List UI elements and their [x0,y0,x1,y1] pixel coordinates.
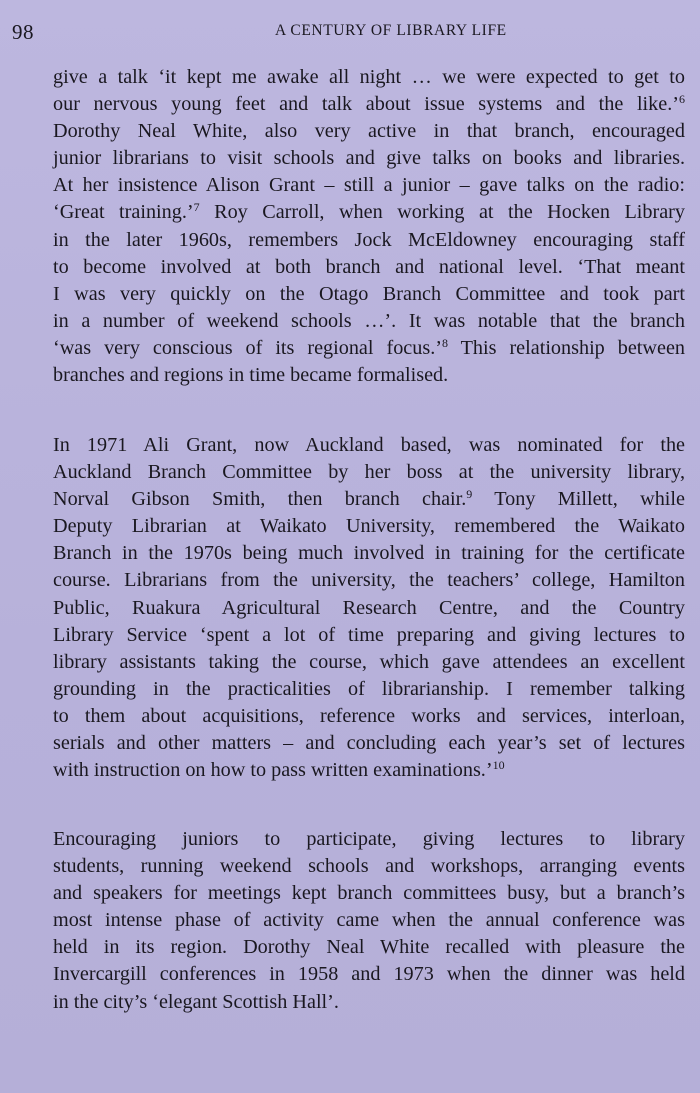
text-line: Norval Gibson Smith, then branch chair.$^9$ Tony Millett, while [53,487,685,511]
text-line: Invercargill conferences in 1958 and 1973 when the dinner was held [53,963,685,986]
text-line: Auckland Branch Committee by her boss at the university library, [53,461,685,484]
paragraph-2 [53,432,685,784]
page-number: 98 [12,20,34,44]
paragraph-1 [53,64,685,389]
text-line: to become involved at both branch and national level. ‘That meant [53,255,685,278]
footnote-ref[interactable]: 6 [679,92,685,107]
text-line: At her insistence Alison Grant – still a junior – gave talks on the radio: [53,174,685,197]
paragraph-3 [53,826,685,1016]
text-line: Encouraging juniors to participate, giving lectures to library [53,828,685,850]
text-line: library assistants taking the course, which gave attendees an excellent [53,650,685,673]
running-header [12,20,686,46]
text-line: students, running weekend schools and workshops, arranging events [53,855,685,878]
footnote-ref[interactable]: 10 [492,758,505,773]
running-title: A CENTURY OF LIBRARY LIFE [275,22,507,39]
text-line: to them about acquisitions, reference works and services, interloan, [53,704,685,727]
text-line: with instruction on how to pass written examinations.’$^{10}$ [53,758,505,782]
text-line: ‘Great training.’$^7$ Roy Carroll, when working at the Hocken Library [53,200,685,224]
footnote-ref[interactable]: 8 [441,335,448,350]
text-line: junior librarians to visit schools and give talks on books and libraries. [53,147,685,170]
text-line: grounding in the practicalities of librarianship. I remember talking [53,677,685,700]
text-line: Deputy Librarian at Waikato University, remembered the Waikato [53,515,685,538]
text-line: course. Librarians from the university, the teachers’ college, Hamilton [53,569,685,592]
text-line: and speakers for meetings kept branch committees busy, but a branch’s [53,882,685,905]
text-line: I was very quickly on the Otago Branch Committee and took part [53,282,685,305]
text-line: our nervous young feet and talk about issue systems and the like.’$^6$ [53,92,685,116]
text-line: held in its region. Dorothy Neal White recalled with pleasure the [53,936,685,959]
text-line: in a number of weekend schools …’. It was notable that the branch [53,309,685,332]
text-line: most intense phase of activity came when the annual conference was [53,909,685,932]
footnote-ref[interactable]: 7 [193,200,200,215]
text-line: Branch in the 1970s being much involved in training for the certificate [53,542,685,565]
text-line: Public, Ruakura Agricultural Research Centre, and the Country [53,596,685,619]
text-line: In 1971 Ali Grant, now Auckland based, was nominated for the [53,434,685,456]
text-line: ‘was very conscious of its regional focus.’$^8$ This relationship between [53,335,685,359]
text-line: serials and other matters – and concluding each year’s set of lectures [53,732,685,755]
footnote-ref[interactable]: 9 [466,487,473,502]
text-line: in the city’s ‘elegant Scottish Hall’. [53,990,339,1013]
text-line: in the later 1960s, remembers Jock McEldowney encouraging staff [53,228,685,251]
text-line: Dorothy Neal White, also very active in that branch, encouraged [53,120,685,143]
text-line: branches and regions in time became formalised. [53,364,449,387]
text-line: give a talk ‘it kept me awake all night … we were expected to get to [53,66,685,88]
text-line: Library Service ‘spent a lot of time preparing and giving lectures to [53,623,685,646]
